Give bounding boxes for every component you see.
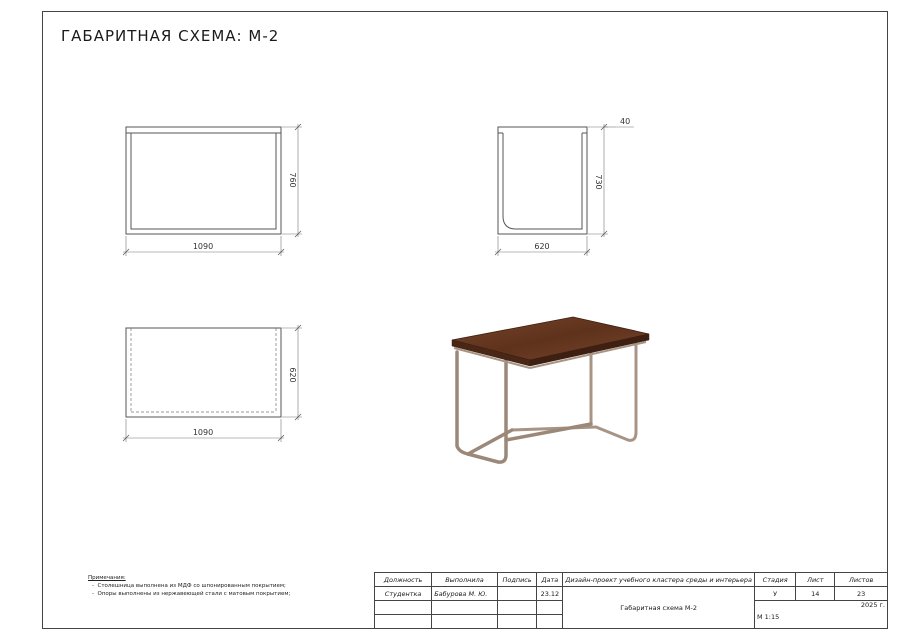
empty-cell — [375, 615, 432, 629]
stage-value: У — [754, 587, 795, 601]
year-value: 2025 г. — [860, 601, 885, 609]
empty-cell — [432, 615, 498, 629]
header-sheet: Лист — [796, 573, 835, 587]
notes-heading: Примечания: — [88, 575, 126, 581]
empty-cell — [497, 615, 537, 629]
top-depth-label: 620 — [288, 367, 297, 383]
drawing-name: Габаритная схема М-2 — [620, 603, 698, 612]
date-value: 23.12 — [537, 587, 563, 601]
role-value: Студентка — [375, 587, 432, 601]
header-position: Должность — [375, 573, 432, 587]
empty-cell — [537, 615, 563, 629]
side-width-label: 620 — [534, 242, 550, 251]
side-height-label: 730 — [594, 174, 603, 190]
signature-value — [497, 587, 537, 601]
note-text: Опоры выполнены из нержавеющей стали с матовым покрытием; — [97, 591, 291, 597]
table-3d-render — [452, 317, 649, 462]
empty-cell — [537, 601, 563, 615]
empty-cell — [497, 601, 537, 615]
top-view — [123, 325, 302, 442]
author-value: Бабурова М. Ю. — [432, 587, 498, 601]
top-width-label: 1090 — [192, 428, 214, 437]
drawing-name-cell — [563, 587, 755, 629]
header-signature: Подпись — [497, 573, 537, 587]
project-title: Дизайн-проект учебного кластера среды и интерьера — [563, 573, 755, 587]
front-view — [123, 124, 302, 256]
empty-cell — [375, 601, 432, 615]
top-thickness-label: 40 — [620, 117, 631, 126]
header-date: Дата — [537, 573, 563, 587]
note-text: Столешница выполнена из МДФ со шпонированным покрытием; — [97, 583, 286, 589]
sheet-value: 14 — [796, 587, 835, 601]
header-performed: Выполнила — [432, 573, 498, 587]
page-title: ГАБАРИТНАЯ СХЕМА: М-2 — [61, 27, 280, 45]
front-width-label: 1090 — [192, 242, 214, 251]
side-view — [495, 117, 634, 256]
front-height-label: 760 — [288, 172, 297, 188]
notes-block — [88, 574, 290, 598]
scale-value: М 1:15 — [756, 613, 780, 621]
year-scale-cell — [754, 601, 887, 629]
title-block — [374, 572, 888, 629]
header-sheets: Листов — [835, 573, 888, 587]
sheets-value: 23 — [835, 587, 888, 601]
note-item: - Опоры выполнены из нержавеющей стали с матовым покрытием; — [92, 591, 291, 597]
note-item: - Столешница выполнена из МДФ со шпонированным покрытием; — [92, 583, 286, 589]
empty-cell — [432, 601, 498, 615]
header-stage: Стадия — [754, 573, 795, 587]
